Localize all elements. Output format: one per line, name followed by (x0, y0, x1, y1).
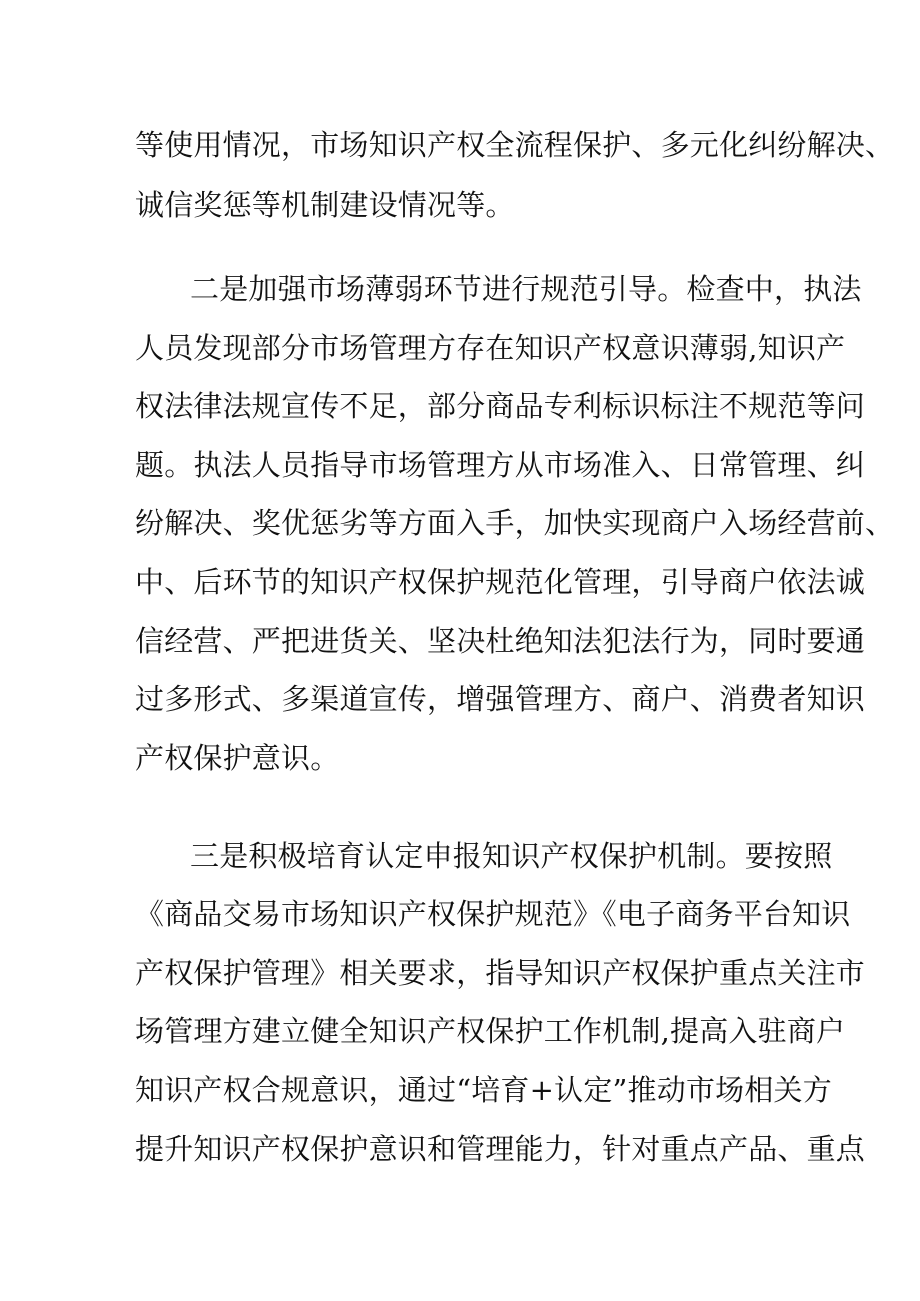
paragraph-2-line-9: 产权保护意识。 (135, 741, 340, 775)
paragraph-2-line-5: 纷解决、奖优惩劣等方面入手，加快实现商户入场经营前、 (135, 506, 895, 540)
paragraph-1-line-2: 诚信奖惩等机制建设情况等。 (135, 188, 515, 222)
paragraph-3-line-3: 产权保护管理》相关要求，指导知识产权保护重点关注市 (135, 956, 866, 990)
paragraph-2-line-7: 信经营、严把进货关、坚决杜绝知法犯法行为，同时要通 (135, 624, 866, 658)
paragraph-3-line-2: 《商品交易市场知识产权保护规范》《电子商务平台知识 (135, 897, 851, 931)
paragraph-3-line-1: 三是积极培育认定申报知识产权保护机制。要按照 (190, 839, 833, 873)
paragraph-3-line-4: 场管理方建立健全知识产权保护工作机制,提高入驻商户 (135, 1014, 846, 1048)
paragraph-2-line-6: 中、后环节的知识产权保护规范化管理，引导商户依法诚 (135, 565, 866, 599)
paragraph-2-line-2: 人员发现部分市场管理方存在知识产权意识薄弱,知识产 (135, 331, 846, 365)
paragraph-1-line-1: 等使用情况，市场知识产权全流程保护、多元化纠纷解决、 (135, 128, 895, 162)
paragraph-3-line-6: 提升知识产权保护意识和管理能力，针对重点产品、重点 (135, 1132, 866, 1166)
paragraph-2-line-4: 题。执法人员指导市场管理方从市场准入、日常管理、纠 (135, 448, 866, 482)
paragraph-2-line-3: 权法律法规宣传不足，部分商品专利标识标注不规范等问 (135, 389, 866, 423)
paragraph-3-line-5: 知识产权合规意识，通过“培育+认定”推动市场相关方 (135, 1073, 832, 1107)
paragraph-2-line-8: 过多形式、多渠道宣传，增强管理方、商户、消费者知识 (135, 682, 866, 716)
paragraph-2-line-1: 二是加强市场薄弱环节进行规范引导。检查中，执法 (190, 272, 862, 306)
